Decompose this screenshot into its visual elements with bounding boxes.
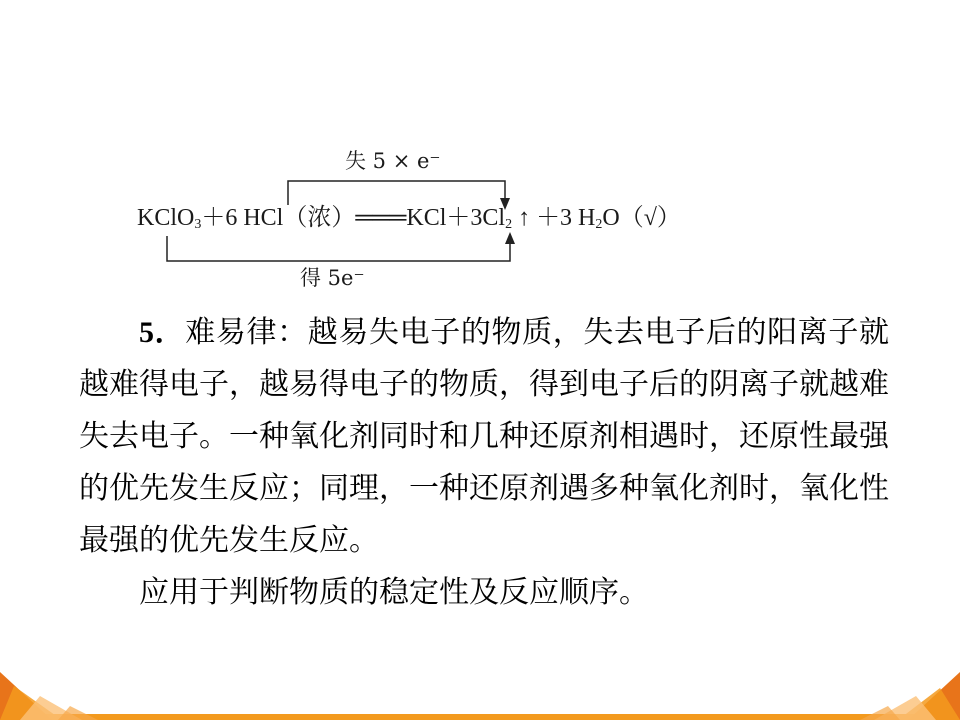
lost-electrons-label: 失 5 × e⁻ [345,149,441,173]
rule-text: 难易律：越易失电子的物质，失去电子后的阳离子就越难得电子，越易得电子的物质，得到电子后的阴离子就越难失去电子。一种氧化剂同时和几种还原剂相遇时，还原性最强的优先发生反应；同理，一种还原剂遇多种氧化剂时，氧化性最强的优先发生反应。 [79,315,889,558]
equals-sign: ═══ [355,205,407,231]
chemical-equation [137,206,681,232]
gained-arrowhead [505,232,515,244]
application-text: 应用于判断物质的稳定性及反应顺序。 [139,575,649,610]
item-number: 5． [139,316,186,349]
left-triangle-small [20,696,82,720]
product-water-h: ＋3 H [536,205,596,231]
left-triangle-mid [0,686,62,720]
lost-electron-bracket [288,181,505,205]
left-triangle-large [0,672,52,720]
right-triangle-mid [898,688,960,720]
electron-transfer-arrows [0,0,960,320]
reactant-kclo3: KClO [137,205,195,231]
product-kcl-cl: KCl＋3Cl [406,205,506,231]
product-water-o-check: O（√） [602,205,681,231]
left-triangle-tiny [58,706,98,720]
gas-arrow-icon: ↑ [512,205,537,231]
reactant-hcl: ＋6 HCl（浓） [201,205,356,231]
right-triangle-tiny [860,706,900,720]
gained-electrons-label: 得 5e⁻ [300,266,365,290]
right-triangle-small [874,696,936,720]
electron-transfer-diagram [0,0,960,320]
bottom-strip [0,714,960,720]
subscript-2: 2 [505,217,513,232]
subscript-2b: 2 [595,217,603,232]
application-paragraph [79,567,889,619]
gained-electron-bracket [167,236,510,261]
right-triangle-large [908,672,960,720]
rule-paragraph [79,307,889,567]
subscript-3: 3 [194,217,202,232]
